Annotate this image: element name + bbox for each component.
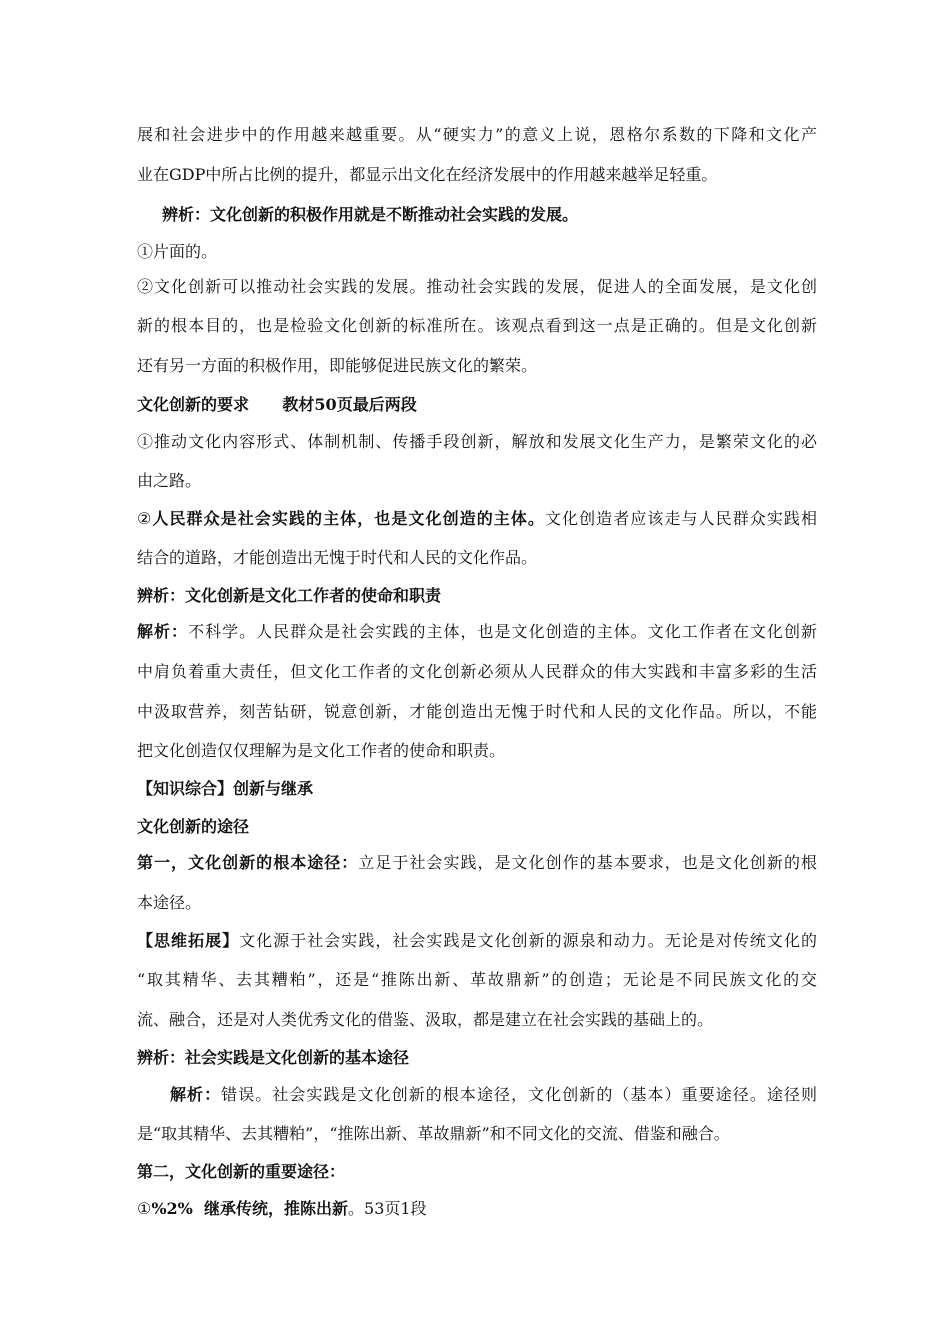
paragraph-line: 展和社会进步中的作用越来越重要。从“硬实力”的意义上说，恩格尔系数的下降和文化产 [137, 125, 817, 144]
paragraph-line: 解析：错误。社会实践是文化创新的根本途径，文化创新的（基本）重要途径。途径则 [170, 1085, 817, 1104]
paragraph-line: 由之路。 [137, 471, 202, 490]
section-heading: 文化创新的途径 [137, 817, 250, 836]
list-item: ②文化创新可以推动社会实践的发展。推动社会实践的发展，促进人的全面发展，是文化创 [137, 277, 817, 296]
analysis-heading: 辨析：文化创新的积极作用就是不断推动社会实践的发展。 [162, 205, 579, 224]
paragraph-line: 流、融合，还是对人类优秀文化的借鉴、汲取，都是建立在社会实践的基础上的。 [137, 1010, 714, 1029]
paragraph-line: 第一，文化创新的根本途径：立足于社会实践，是文化创作的基本要求，也是文化创新的根 [137, 853, 817, 872]
list-item: ①推动文化内容形式、体制机制、传播手段创新，解放和发展文化生产力，是繁荣文化的必 [137, 432, 817, 451]
paragraph-line: “取其精华、去其糟粕”，还是“推陈出新、革故鼎新”的创造；无论是不同民族文化的交 [137, 970, 817, 989]
paragraph-line: 结合的道路，才能创造出无愧于时代和人民的文化作品。 [137, 548, 538, 567]
paragraph-line: 把文化创造仅仅理解为是文化工作者的使命和职责。 [137, 741, 506, 760]
section-heading: 文化创新的要求 教材50页最后两段 [137, 395, 417, 414]
paragraph-line: 是“取其精华、去其糟粕”，“推陈出新、革故鼎新”和不同文化的交流、借鉴和融合。 [137, 1124, 730, 1143]
paragraph-line: 中肩负着重大责任，但文化工作者的文化创新必须从人民群众的伟大实践和丰富多彩的生活 [137, 662, 817, 681]
paragraph-line: 【思维拓展】文化源于社会实践，社会实践是文化创新的源泉和动力。无论是对传统文化的 [137, 931, 817, 950]
paragraph-line: 解析：不科学。人民群众是社会实践的主体，也是文化创造的主体。文化工作者在文化创新 [137, 622, 817, 641]
paragraph-line: 业在GDP中所占比例的提升，都显示出文化在经济发展中的作用越来越举足轻重。 [137, 165, 718, 184]
list-item: ①%2% 继承传统，推陈出新。53页1段 [137, 1199, 427, 1218]
analysis-heading: 辨析：社会实践是文化创新的基本途径 [137, 1048, 410, 1067]
list-item: ①片面的。 [137, 242, 218, 261]
paragraph-line: 本途径。 [137, 893, 202, 912]
paragraph-line: 新的根本目的，也是检验文化创新的标准所在。该观点看到这一点是正确的。但是文化创新 [137, 316, 817, 335]
analysis-heading: 辨析：文化创新是文化工作者的使命和职责 [137, 586, 442, 605]
section-heading: 【知识综合】创新与继承 [137, 779, 314, 798]
list-item: ②人民群众是社会实践的主体，也是文化创造的主体。文化创造者应该走与人民群众实践相 [137, 509, 817, 528]
paragraph-line: 还有另一方面的积极作用，即能够促进民族文化的繁荣。 [137, 356, 538, 375]
paragraph-line: 中汲取营养，刻苦钻研，锐意创新，才能创造出无愧于时代和人民的文化作品。所以，不能 [137, 702, 817, 721]
section-heading: 第二，文化创新的重要途径： [137, 1162, 346, 1181]
